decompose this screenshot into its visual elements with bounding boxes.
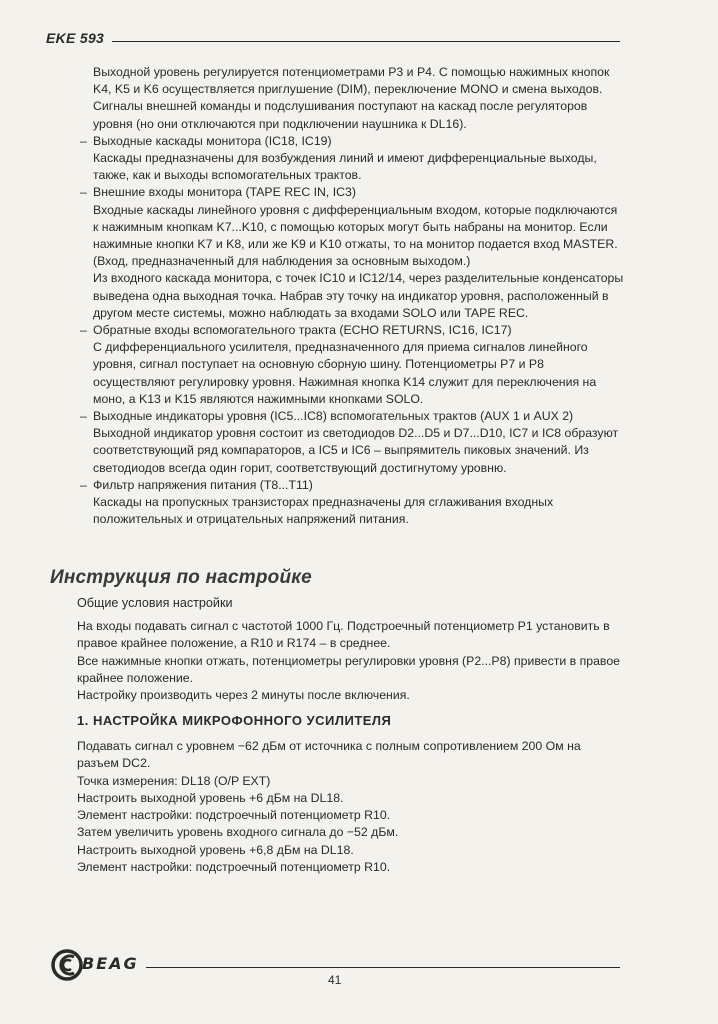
list-item: [80, 133, 625, 185]
page-number: 41: [328, 973, 342, 987]
step-line: Настроить выходной уровень +6 дБм на DL18.: [77, 790, 344, 805]
list-dash: –: [80, 185, 87, 200]
item-paragraph: Из входного каскада монитора, с точек IC10 и IC12/14, через разделительные конденсаторы выведена одна выходная точка. Набрав эту точку на индикатор уровня, расположенный в другом месте системы, можно наблюдать за входами SOLO или TAPE REC.: [93, 271, 624, 320]
list-dash: –: [80, 133, 87, 148]
item-paragraph: Каскады предназначены для возбуждения линий и имеют дифференциальные выходы, также, как и выходы вспомогательных трактов.: [93, 151, 597, 183]
step-line: Подавать сигнал с уровнем −62 дБм от источника с полным сопротивлением 200 Ом на разъем DC2.: [77, 739, 581, 771]
item-heading: Фильтр напряжения питания (T8...T11): [93, 477, 313, 492]
condition-line: Все нажимные кнопки отжать, потенциометры регулировки уровня (P2...P8) привести в правое крайнее положение.: [77, 653, 621, 685]
intro-paragraph: Выходной уровень регулируется потенциометрами P3 и P4. С помощью нажимных кнопок K4, K5 и K6 осуществляется приглушение (DIM), переключение MONO и смена выходов. Сигналы внешней команды и подслушивания поступают на каскад после регуляторов уровня (но они отключаются при подключении наушника к DL16).: [93, 65, 610, 131]
item-heading: Выходные каскады монитора (IC18, IC19): [93, 133, 332, 148]
beag-logo: [50, 948, 150, 982]
logo-text: BEAG: [82, 954, 139, 973]
header-rule: [112, 41, 620, 42]
item-paragraph: Входные каскады линейного уровня с дифференциальным входом, которые подключаются к нажимным кнопкам K7...K10, с помощью которых могут быть набраны на монитор. Если нажимные кнопки K7 и K8, или же K9 и K10 отжаты, то на монитор подается вход MASTER. (Вход, предназначенный для наблюдения за основным выходом.): [93, 202, 618, 269]
section-subtitle: Общие условия настройки: [77, 596, 233, 610]
step-line: Настроить выходной уровень +6,8 дБм на DL18.: [77, 842, 354, 857]
section-title: Инструкция по настройке: [50, 567, 312, 588]
list-item: [80, 477, 625, 529]
list-item: [80, 322, 625, 408]
subsection-heading: 1. НАСТРОЙКА МИКРОФОННОГО УСИЛИТЕЛЯ: [77, 713, 392, 728]
body-text: [80, 64, 625, 528]
item-heading: Обратные входы вспомогательного тракта (ECHO RETURNS, IC16, IC17): [93, 323, 512, 338]
list-dash: –: [80, 323, 87, 338]
step-line: Точка измерения: DL18 (O/P EXT): [77, 773, 271, 788]
item-paragraph: Выходной индикатор уровня состоит из светодиодов D2...D5 и D7...D10, IC7 и IC8 образуют соответствующий ряд компараторов, а IC5 и IC6 – выпрямитель пиковых значений. Из светодиодов всегда один горит, соответствующий достигнутому уровню.: [93, 426, 619, 475]
page-header: [46, 28, 620, 50]
item-paragraph: С дифференциального усилителя, предназначенного для приема сигналов линейного уровня, сигнал поступает на основную сборную шину. Потенциометры P7 и P8 осуществляют регулировку уровня. Нажимная кнопка K14 служит для переключения на моно, а K13 и K15 являются нажимными кнопками SOLO.: [93, 340, 597, 406]
list-item: [80, 408, 625, 477]
list-dash: –: [80, 477, 87, 492]
step-line: Затем увеличить уровень входного сигнала до −52 дБм.: [77, 825, 399, 840]
footer-rule: [146, 967, 620, 968]
item-paragraph: Каскады на пропускных транзисторах предназначены для сглаживания входных положительных и отрицательных напряжений питания.: [93, 495, 554, 527]
item-heading: Выходные индикаторы уровня (IC5...IC8) вспомогательных трактов (AUX 1 и AUX 2): [93, 409, 574, 424]
document-code: EKE 593: [46, 30, 105, 46]
condition-line: Настройку производить через 2 минуты после включения.: [77, 688, 410, 703]
setup-conditions: [77, 618, 622, 704]
list-item: [80, 184, 625, 322]
list-dash: –: [80, 409, 87, 424]
item-heading: Внешние входы монитора (TAPE REC IN, IC3): [93, 185, 356, 200]
setup-steps: [77, 738, 622, 876]
step-line: Элемент настройки: подстроечный потенциометр R10.: [77, 808, 391, 823]
step-line: Элемент настройки: подстроечный потенциометр R10.: [77, 860, 391, 875]
condition-line: На входы подавать сигнал с частотой 1000 Гц. Подстроечный потенциометр P1 установить в правое крайнее положение, а R10 и R174 – в среднее.: [77, 619, 610, 651]
